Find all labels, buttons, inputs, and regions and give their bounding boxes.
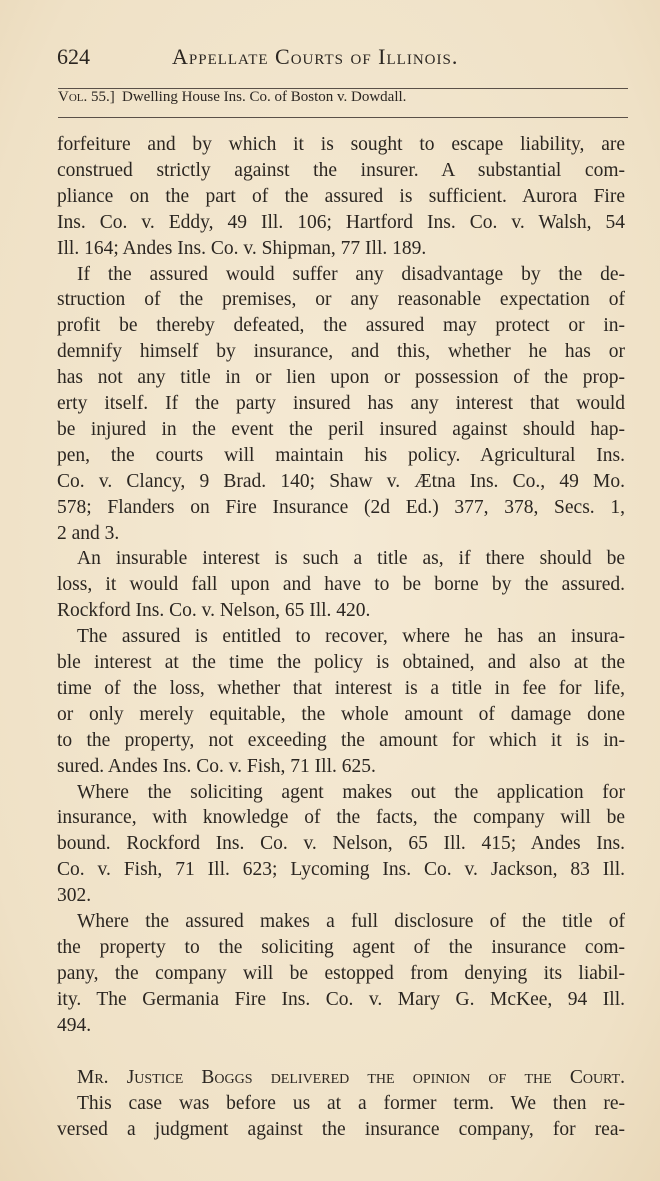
- paragraph-line: sured. Andes Ins. Co. v. Fish, 71 Ill. 625.: [57, 755, 376, 777]
- paragraph-line: 302.: [57, 885, 92, 907]
- opinion-heading: Mr. Justice Boggs delivered the opinion of the Court.: [77, 1067, 625, 1088]
- paragraph-line: Rockford Ins. Co. v. Nelson, 65 Ill. 420.: [57, 600, 371, 622]
- paragraph-line: The assured is entitled to recover, where he has an insura-: [77, 626, 625, 648]
- paragraph-line: time of the loss, whether that interest is a title in fee for life,: [57, 677, 625, 699]
- paragraph-line: or only merely equitable, the whole amount of damage done: [57, 703, 625, 725]
- paragraph-line: forfeiture and by which it is sought to escape liability, are: [57, 134, 625, 155]
- case-title: Dwelling House Ins. Co. of Boston v. Dowdall.: [122, 89, 407, 105]
- paragraph-line: to the property, not exceeding the amount for which it is in-: [57, 729, 625, 751]
- paragraph-line: Where the assured makes a full disclosure of the title of: [77, 911, 625, 932]
- paragraph-line: loss, it would fall upon and have to be borne by the assured.: [57, 574, 625, 596]
- paragraph-line: An insurable interest is such a title as, if there should be: [77, 548, 625, 570]
- paragraph-line: If the assured would suffer any disadvantage by the de-: [77, 263, 625, 285]
- paragraph-line: 2 and 3.: [57, 522, 120, 544]
- paragraph-line: insurance, with knowledge of the facts, the company will be: [57, 807, 625, 829]
- header-rule-bottom: [58, 117, 628, 118]
- paragraph-line: bound. Rockford Ins. Co. v. Nelson, 65 Ill. 415; Andes Ins.: [57, 833, 625, 855]
- paragraph-line: the property to the soliciting agent of the insurance com-: [57, 936, 625, 958]
- paragraph-line: erty itself. If the party insured has any interest that would: [57, 393, 625, 414]
- paragraph-line: be injured in the event the peril insured against should hap-: [57, 418, 625, 440]
- paragraph-line: Ins. Co. v. Eddy, 49 Ill. 106; Hartford Ins. Co. v. Walsh, 54: [57, 211, 625, 233]
- paragraph-line: demnify himself by insurance, and this, whether he has or: [57, 341, 625, 363]
- opinion-line: This case was before us at a former term. We then re-: [77, 1093, 625, 1114]
- paragraph-line: Where the soliciting agent makes out the application for: [77, 781, 625, 803]
- paragraph-line: Co. v. Fish, 71 Ill. 623; Lycoming Ins. Co. v. Jackson, 83 Ill.: [57, 859, 625, 881]
- paragraph-line: profit be thereby defeated, the assured may protect or in-: [57, 315, 625, 337]
- running-title: Appellate Courts of Illinois.: [172, 44, 459, 69]
- paragraph-line: ble interest at the time the policy is obtained, and also at the: [57, 652, 625, 673]
- paragraph-line: pliance on the part of the assured is sufficient. Aurora Fire: [57, 185, 625, 207]
- paragraph-line: pen, the courts will maintain his policy. Agricultural Ins.: [57, 444, 625, 466]
- paragraph-line: 578; Flanders on Fire Insurance (2d Ed.) 377, 378, Secs. 1,: [57, 496, 625, 518]
- paragraph-line: 494.: [57, 1014, 92, 1036]
- volume-label: Vol. 55.]: [58, 89, 115, 105]
- paragraph-line: has not any title in or lien upon or possession of the prop-: [57, 367, 625, 389]
- paragraph-line: Ill. 164; Andes Ins. Co. v. Shipman, 77 Ill. 189.: [57, 237, 427, 259]
- paragraph-line: construed strictly against the insurer. A substantial com-: [57, 159, 625, 181]
- paragraph-line: pany, the company will be estopped from denying its liabil-: [57, 962, 625, 984]
- opinion-line: versed a judgment against the insurance company, for rea-: [57, 1119, 625, 1140]
- paragraph-line: Co. v. Clancy, 9 Brad. 140; Shaw v. Ætna Ins. Co., 49 Mo.: [57, 470, 625, 492]
- paragraph-line: ity. The Germania Fire Ins. Co. v. Mary G. McKee, 94 Ill.: [57, 988, 625, 1010]
- page-number: 624: [57, 44, 90, 69]
- paragraph-line: struction of the premises, or any reasonable expectation of: [57, 289, 625, 311]
